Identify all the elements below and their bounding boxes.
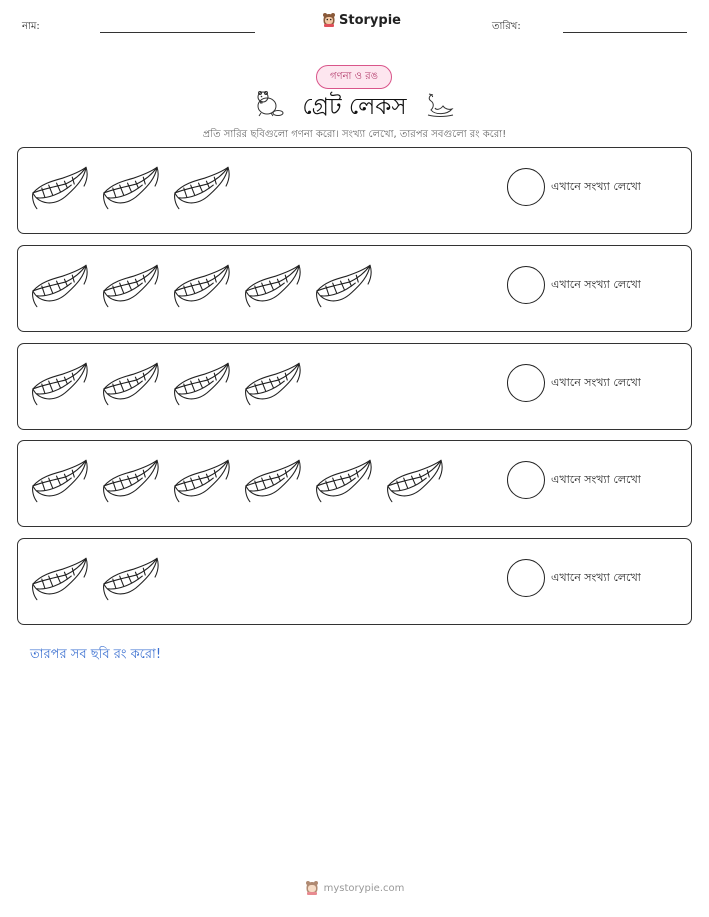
count-row — [17, 245, 692, 332]
canoe-icon — [101, 457, 160, 507]
swan-icon — [425, 89, 455, 119]
answer-label: এখানে সংখ্যা লেখো — [551, 473, 641, 486]
canoe-icon — [30, 164, 89, 214]
color-instruction: তারপর সব ছবি রং করো! — [30, 647, 162, 662]
brand-name: Storypie — [339, 12, 401, 28]
canoe-group — [30, 164, 231, 214]
name-field[interactable] — [100, 32, 255, 33]
answer-label: এখানে সংখ্যা লেখো — [551, 571, 641, 584]
canoe-group — [30, 262, 373, 312]
canoe-icon — [314, 262, 373, 312]
canoe-icon — [385, 457, 444, 507]
answer-circle[interactable] — [507, 461, 545, 499]
instruction-text: প্রতি সারির ছবিগুলো গণনা করো। সংখ্যা লেখো, তারপর সবগুলো রং করো! — [202, 129, 507, 140]
canoe-icon — [243, 457, 302, 507]
canoe-icon — [101, 360, 160, 410]
canoe-icon — [101, 555, 160, 605]
canoe-group — [30, 360, 302, 410]
date-field[interactable] — [563, 32, 687, 33]
page-title-text: গ্রেট লেকস — [302, 94, 407, 120]
canoe-icon — [172, 262, 231, 312]
answer-circle[interactable] — [507, 168, 545, 206]
canoe-icon — [243, 360, 302, 410]
date-label: তারিখ: — [492, 21, 521, 32]
count-row — [17, 440, 692, 527]
canoe-icon — [101, 262, 160, 312]
storypie-bear-logo-icon — [305, 880, 319, 896]
canoe-icon — [30, 360, 89, 410]
page-title — [0, 88, 709, 127]
brand — [322, 12, 401, 28]
canoe-icon — [30, 457, 89, 507]
canoe-group — [30, 457, 444, 507]
answer-label: এখানে সংখ্যা লেখো — [551, 180, 641, 193]
storypie-bear-logo-icon — [322, 12, 336, 28]
footer-url[interactable]: mystorypie.com — [323, 882, 405, 894]
canoe-icon — [172, 457, 231, 507]
canoe-icon — [172, 360, 231, 410]
canoe-icon — [243, 262, 302, 312]
canoe-icon — [30, 262, 89, 312]
count-row — [17, 147, 692, 234]
answer-circle[interactable] — [507, 559, 545, 597]
topic-badge: গণনা ও রঙ — [316, 65, 392, 89]
canoe-icon — [314, 457, 373, 507]
answer-label: এখানে সংখ্যা লেখো — [551, 278, 641, 291]
answer-label: এখানে সংখ্যা লেখো — [551, 376, 641, 389]
answer-circle[interactable] — [507, 364, 545, 402]
canoe-icon — [101, 164, 160, 214]
answer-circle[interactable] — [507, 266, 545, 304]
canoe-icon — [172, 164, 231, 214]
name-label: নাম: — [22, 21, 40, 32]
canoe-group — [30, 555, 160, 605]
count-row — [17, 538, 692, 625]
canoe-icon — [30, 555, 89, 605]
footer — [0, 880, 709, 896]
count-row — [17, 343, 692, 430]
